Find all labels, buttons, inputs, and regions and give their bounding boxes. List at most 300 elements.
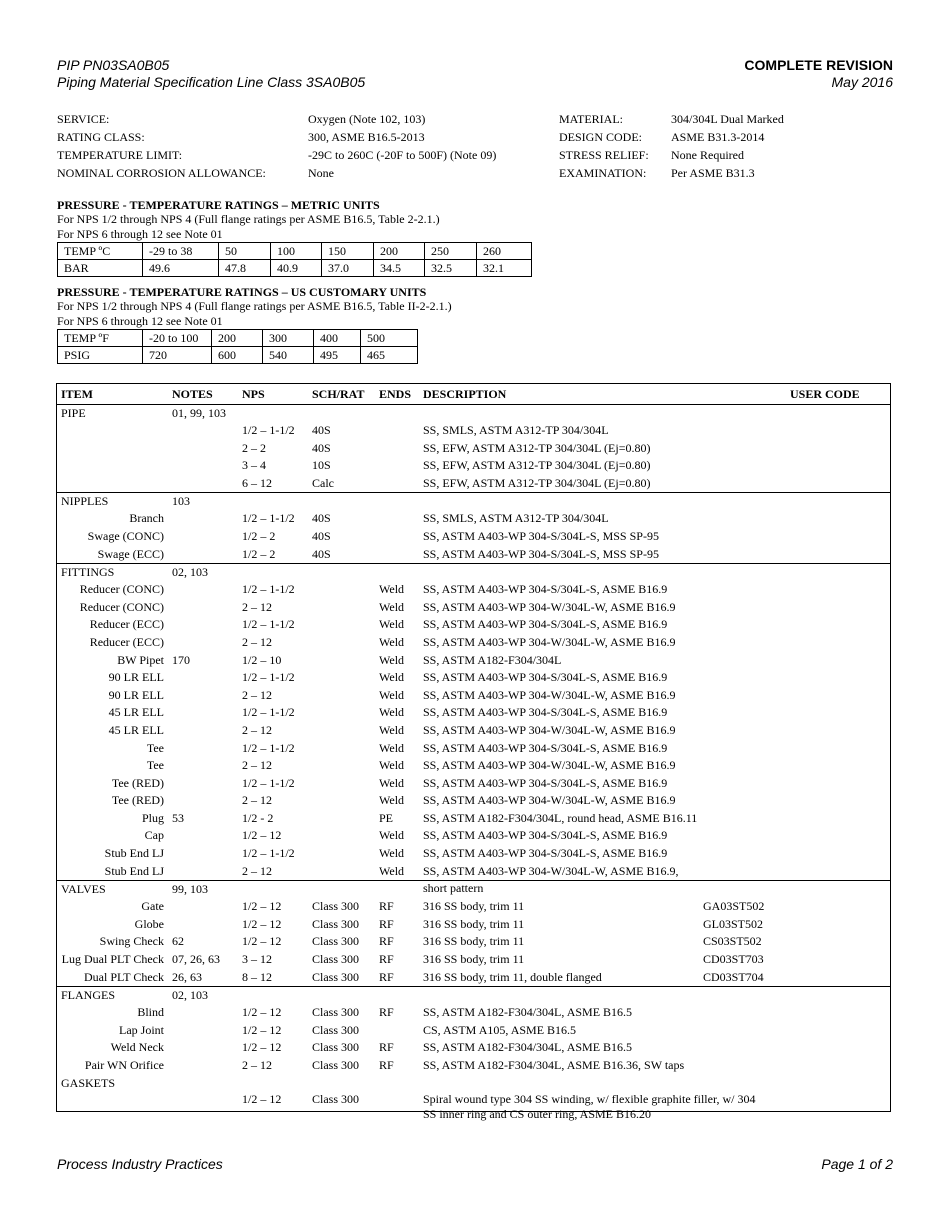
sch-rat-cell [312,704,379,722]
pressure-cell: 600 [212,347,263,364]
ends-cell [379,440,423,458]
user-code-cell [703,528,890,546]
table-row [57,722,890,740]
description-cell: SS, ASTM A182-F304/304L, ASME B16.5 [423,1005,633,1020]
item-cell: Blind [137,1005,164,1020]
user-code-cell [703,722,890,740]
info-key: STRESS RELIEF: [559,148,649,162]
user-code-cell [703,652,890,670]
description-cell: SS, ASTM A403-WP 304-S/304L-S, ASME B16.9 [423,740,668,755]
nps-cell: 2 – 12 [242,758,272,773]
notes-cell [172,898,242,916]
ends-cell: Weld [379,582,405,597]
item-cell: Gate [141,899,164,914]
sch-rat-cell: Class 300 [312,1022,360,1037]
table-row [57,916,890,934]
item-cell: 45 LR ELL [108,705,164,720]
nps-cell: 1/2 – 10 [242,652,282,667]
table-row [57,792,890,810]
us-ratings-section [57,285,452,364]
gasket-description [423,1092,790,1122]
notes-cell [172,1022,242,1040]
group-notes: 02, 103 [172,565,208,580]
info-row [57,164,496,182]
sch-rat-cell: 40S [312,546,331,561]
notes-cell [172,827,242,845]
table-row [57,845,890,863]
nps-cell: 2 – 12 [242,722,272,737]
sch-rat-cell: Class 300 [312,916,360,931]
item-cell: Reducer (CONC) [79,599,164,614]
temperature-row [58,243,532,260]
sch-rat-cell [312,634,379,652]
gaskets-group [57,1075,890,1121]
description-cell: SS, SMLS, ASTM A312-TP 304/304L [423,423,609,437]
temperature-cell: 100 [271,243,322,260]
notes-cell [172,775,242,793]
info-value: -29C to 260C (-20F to 500F) (Note 09) [308,148,497,162]
user-code-cell [703,757,890,775]
description-cell: CS, ASTM A105, ASME B16.5 [423,1022,577,1037]
metric-ratings-section [57,198,532,277]
user-code-cell [703,1057,890,1075]
user-code-cell [703,669,890,687]
pressure-cell: 32.5 [425,260,477,277]
info-row [57,128,496,146]
temperature-cell: 260 [477,243,532,260]
nps-cell: 1/2 – 1-1/2 [242,423,295,437]
item-cell: Reducer (CONC) [79,582,164,597]
sch-rat-cell [312,757,379,775]
pressure-cell: 47.8 [219,260,271,277]
user-code-cell [703,1004,890,1022]
notes-cell: 170 [172,652,190,667]
group-title-row [57,987,890,1004]
pressure-row [58,347,418,364]
nps-cell: 2 – 12 [242,687,272,702]
user-code-cell [703,510,890,528]
notes-cell [172,740,242,758]
nps-cell: 2 – 12 [242,1058,272,1072]
sch-rat-cell [312,616,379,634]
info-value: None Required [671,148,744,162]
description-cell: 316 SS body, trim 11 [423,952,525,967]
description-cell: SS, ASTM A182-F304/304L, ASME B16.5 [423,1040,633,1055]
description-cell: SS, ASTM A182-F304/304L, ASME B16.36, SW taps [423,1058,685,1072]
temperature-label: TEMP ºF [58,330,143,347]
temperature-cell: 200 [212,330,263,347]
user-code-cell [703,792,890,810]
nps-cell: 1/2 – 1-1/2 [242,775,295,790]
sch-rat-cell [312,652,379,670]
info-key: SERVICE: [57,112,110,126]
description-cell: SS, ASTM A403-WP 304-S/304L-S, ASME B16.9 [423,846,668,861]
gasket-description-line-1: Spiral wound type 304 SS winding, w/ flexible graphite filler, w/ 304 [423,1091,756,1106]
notes-cell [172,792,242,810]
revision-date: May 2016 [831,74,893,90]
table-row [57,669,890,687]
group-title: GASKETS [61,1075,116,1090]
table-row [57,1039,890,1057]
notes-cell: 62 [172,934,184,949]
description-cell: SS, ASTM A403-WP 304-W/304L-W, ASME B16.9 [423,793,676,808]
temperature-label: TEMP ºC [58,243,143,260]
user-code-cell [703,616,890,634]
ends-cell: RF [379,952,394,967]
temperature-row [58,330,418,347]
material-info-block [559,110,784,182]
table-row [57,1057,890,1075]
sch-rat-cell: Class 300 [312,1040,360,1055]
info-row [559,146,784,164]
metric-note-1: For NPS 1/2 through NPS 4 (Full flange ratings per ASME B16.5, Table 2-2.1.) [57,212,440,226]
ends-cell: RF [379,1005,394,1020]
notes-cell [172,546,242,564]
description-cell: SS, ASTM A403-WP 304-S/304L-S, ASME B16.9 [423,670,668,685]
nps-cell: 1/2 – 1-1/2 [242,846,295,861]
notes-cell [172,687,242,705]
table-row [57,951,890,969]
page-number: Page 1 of 2 [821,1156,893,1172]
sch-rat-cell [312,599,379,617]
revision-label: COMPLETE REVISION [744,57,893,73]
nps-cell: 1/2 – 1-1/2 [242,670,295,685]
item-cell: Cap [144,828,164,843]
item-cell: Reducer (ECC) [89,634,164,649]
nps-cell: 1/2 – 1-1/2 [242,511,295,526]
header-item: ITEM [61,387,94,401]
table-row [57,581,890,599]
ends-cell: Weld [379,617,405,632]
item-cell: Lap Joint [119,1022,164,1037]
description-cell: SS, EFW, ASTM A312-TP 304/304L (Ej=0.80) [423,440,651,455]
item-cell: Tee (RED) [111,775,164,790]
notes-cell [172,457,242,475]
group-title: NIPPLES [61,494,109,509]
table-row [57,1022,890,1040]
description-cell: 316 SS body, trim 11 [423,916,525,931]
user-code-cell [703,863,890,881]
ends-cell: Weld [379,828,405,843]
table-row [57,898,890,916]
item-cell: Reducer (ECC) [89,617,164,632]
table-row [57,634,890,652]
nps-cell: 1/2 – 12 [242,916,282,931]
ends-cell: Weld [379,705,405,720]
user-code-cell: CD03ST704 [703,969,764,984]
info-key: TEMPERATURE LIMIT: [57,148,183,162]
us-note-1: For NPS 1/2 through NPS 4 (Full flange ratings per ASME B16.5, Table II-2-2.1.) [57,299,452,313]
item-cell: Plug [141,810,164,825]
sch-rat-cell: Class 300 [312,952,360,967]
table-row [57,810,890,828]
user-code-cell [703,422,890,440]
temperature-cell: 400 [314,330,361,347]
user-code-cell [703,1039,890,1057]
item-cell: Dual PLT Check [84,969,164,984]
table-row [57,757,890,775]
ends-cell: Weld [379,863,405,878]
gasket-description-line-2: SS inner ring and CS outer ring, ASME B16.20 [423,1106,652,1121]
sch-rat-cell [312,687,379,705]
sch-rat-cell [312,792,379,810]
info-row [559,110,784,128]
item-cell [57,457,172,475]
sch-rat-cell: Class 300 [312,899,360,914]
notes-cell [172,475,242,493]
table-header-row [57,384,890,405]
description-cell: SS, ASTM A182-F304/304L, round head, ASME B16.11 [423,810,698,825]
nps-cell: 1/2 – 12 [242,934,282,949]
header-notes: NOTES [172,387,213,401]
pressure-cell: 720 [143,347,212,364]
group-title: VALVES [61,882,106,897]
nps-cell: 2 – 2 [242,440,266,455]
info-key: RATING CLASS: [57,130,145,144]
nps-cell: 8 – 12 [242,969,272,984]
temperature-cell: 50 [219,243,271,260]
notes-cell [172,510,242,528]
info-value: 300, ASME B16.5-2013 [308,130,425,144]
description-cell: SS, ASTM A403-WP 304-W/304L-W, ASME B16.9 [423,722,676,737]
user-code-cell: CS03ST502 [703,934,762,949]
ends-cell: RF [379,969,394,984]
user-code-cell [703,687,890,705]
notes-cell [172,863,242,881]
metric-ratings-table [57,242,532,277]
notes-cell [172,916,242,934]
ends-cell: RF [379,1040,394,1055]
sch-rat-cell [312,722,379,740]
user-code-cell [703,634,890,652]
notes-cell: 07, 26, 63 [172,952,220,967]
pressure-label: BAR [58,260,143,277]
temperature-cell: -29 to 38 [143,243,219,260]
doc-id: PIP PN03SA0B05 [57,57,170,73]
pressure-label: PSIG [58,347,143,364]
temperature-cell: 250 [425,243,477,260]
notes-cell [172,440,242,458]
group-notes: 99, 103 [172,882,208,897]
description-cell: SS, ASTM A403-WP 304-W/304L-W, ASME B16.9 [423,634,676,649]
header-user-code: USER CODE [790,387,860,401]
notes-cell [172,722,242,740]
notes-cell [172,1057,242,1075]
item-cell: Tee (RED) [111,793,164,808]
ends-cell: Weld [379,652,405,667]
sch-rat-cell [312,775,379,793]
item-cell: Tee [146,740,164,755]
description-cell: SS, ASTM A182-F304/304L [423,652,562,667]
temperature-cell: 200 [374,243,425,260]
nps-cell: 1/2 – 2 [242,546,276,561]
nps-cell: 1/2 – 1-1/2 [242,705,295,720]
user-code-cell: CD03ST703 [703,952,764,967]
nps-cell: 1/2 – 12 [242,828,282,843]
notes-cell [172,1039,242,1057]
sch-rat-cell [312,827,379,845]
user-code-cell [703,599,890,617]
notes-cell [172,599,242,617]
item-cell [57,422,172,440]
metric-note-2: For NPS 6 through 12 see Note 01 [57,227,223,241]
gasket-rating: Class 300 [312,1091,360,1106]
sch-rat-cell: 10S [312,458,331,473]
group-notes: 02, 103 [172,988,208,1003]
table-row [57,599,890,617]
user-code-cell [703,810,890,828]
item-cell: Pair WN Orifice [84,1058,164,1072]
item-cell: Lug Dual PLT Check [61,952,164,967]
header-description: DESCRIPTION [423,387,507,401]
notes-cell [172,1004,242,1022]
nps-cell: 2 – 12 [242,599,272,614]
user-code-cell [703,440,890,458]
ends-cell [379,1022,423,1040]
temperature-cell: -20 to 100 [143,330,212,347]
nps-cell: 1/2 - 2 [242,810,274,825]
table-row [57,1004,890,1022]
group-title-row [57,493,890,510]
description-cell: SS, ASTM A403-WP 304-S/304L-S, MSS SP-95 [423,546,659,561]
sch-rat-cell [312,810,379,828]
info-value: None [308,166,334,180]
sch-rat-cell [312,740,379,758]
notes-cell [172,845,242,863]
user-code-cell [703,775,890,793]
ends-cell [379,528,423,546]
material-specification-table [56,383,891,1121]
notes-cell [172,634,242,652]
sch-rat-cell: Class 300 [312,934,360,949]
us-ratings-title: PRESSURE - TEMPERATURE RATINGS – US CUSTOMARY UNITS [57,285,427,299]
table-row [57,528,890,546]
pressure-row [58,260,532,277]
ends-cell: RF [379,1058,394,1072]
user-code-cell [703,546,890,564]
item-cell: Swage (CONC) [87,528,164,543]
nps-cell: 1/2 – 2 [242,528,276,543]
info-value: Oxygen (Note 102, 103) [308,112,426,126]
item-cell [57,440,172,458]
description-cell: SS, SMLS, ASTM A312-TP 304/304L [423,511,609,526]
ends-cell: Weld [379,670,405,685]
nps-cell: 2 – 12 [242,793,272,808]
sch-rat-cell: 40S [312,528,331,543]
pressure-cell: 495 [314,347,361,364]
doc-title: Piping Material Specification Line Class 3SA0B05 [57,74,366,90]
item-cell: Swing Check [99,934,164,949]
nps-cell: 2 – 12 [242,634,272,649]
nps-cell: 1/2 – 1-1/2 [242,582,295,597]
notes-cell [172,704,242,722]
description-cell: SS, ASTM A403-WP 304-W/304L-W, ASME B16.9 [423,758,676,773]
ends-cell: Weld [379,758,405,773]
info-key: EXAMINATION: [559,166,647,180]
description-cell: SS, ASTM A403-WP 304-W/304L-W, ASME B16.9 [423,599,676,614]
item-cell: Weld Neck [110,1040,164,1055]
table-row [57,687,890,705]
ends-cell [379,475,423,493]
sch-rat-cell [312,845,379,863]
table-row [57,457,890,475]
description-cell: SS, EFW, ASTM A312-TP 304/304L (Ej=0.80) [423,458,651,473]
footer-org: Process Industry Practices [57,1156,223,1172]
info-key: MATERIAL: [559,112,623,126]
description-cell: SS, ASTM A403-WP 304-W/304L-W, ASME B16.9, short pattern [423,863,679,896]
notes-cell [172,528,242,546]
header-ends: ENDS [379,387,412,401]
notes-cell: 53 [172,810,184,825]
ends-cell: RF [379,934,394,949]
item-cell: 90 LR ELL [108,687,164,702]
item-cell [57,475,172,493]
info-row [57,146,496,164]
description-cell: SS, ASTM A403-WP 304-S/304L-S, MSS SP-95 [423,528,659,543]
description-cell: SS, ASTM A403-WP 304-S/304L-S, ASME B16.9 [423,828,668,843]
table-group-flanges [57,987,890,1074]
pressure-cell: 37.0 [322,260,374,277]
sch-rat-cell [312,669,379,687]
table-row [57,652,890,670]
info-key: NOMINAL CORROSION ALLOWANCE: [57,166,266,180]
table-row [57,933,890,951]
description-cell: SS, ASTM A403-WP 304-S/304L-S, ASME B16.9 [423,582,668,597]
nps-cell: 1/2 – 12 [242,899,282,914]
nps-cell: 1/2 – 12 [242,1005,282,1020]
group-title: FLANGES [61,988,116,1003]
user-code-cell: GL03ST502 [703,916,763,931]
sch-rat-cell: Class 300 [312,1005,360,1020]
notes-cell [172,422,242,440]
item-cell: Globe [134,916,164,931]
pressure-cell: 40.9 [271,260,322,277]
item-cell: 90 LR ELL [108,670,164,685]
group-title-row [57,405,890,422]
table-row [57,704,890,722]
header-nps: NPS [242,387,265,401]
pressure-cell: 49.6 [143,260,219,277]
user-code-cell [703,740,890,758]
temperature-cell: 300 [263,330,314,347]
user-code-cell [703,1022,890,1040]
table-row [57,546,890,564]
info-row [57,110,496,128]
gasket-nps: 1/2 – 12 [242,1091,282,1106]
nps-cell: 1/2 – 12 [242,1022,282,1037]
user-code-cell [703,845,890,863]
sch-rat-cell: Class 300 [312,969,360,984]
us-ratings-table [57,329,418,364]
sch-rat-cell: 40S [312,423,331,437]
service-info-block [57,110,496,182]
ends-cell: RF [379,899,394,914]
item-cell: Stub End LJ [104,846,164,861]
table-row [57,827,890,845]
description-cell: 316 SS body, trim 11, double flanged [423,969,602,984]
item-cell: Tee [146,758,164,773]
us-note-2: For NPS 6 through 12 see Note 01 [57,314,223,328]
pressure-cell: 465 [361,347,418,364]
metric-ratings-title: PRESSURE - TEMPERATURE RATINGS – METRIC UNITS [57,198,380,212]
ends-cell: Weld [379,599,405,614]
info-value: Per ASME B31.3 [671,166,755,180]
notes-cell [172,669,242,687]
ends-cell: RF [379,916,394,931]
nps-cell: 1/2 – 1-1/2 [242,740,295,755]
description-cell: SS, ASTM A403-WP 304-S/304L-S, ASME B16.9 [423,617,668,632]
table-row [57,422,890,440]
